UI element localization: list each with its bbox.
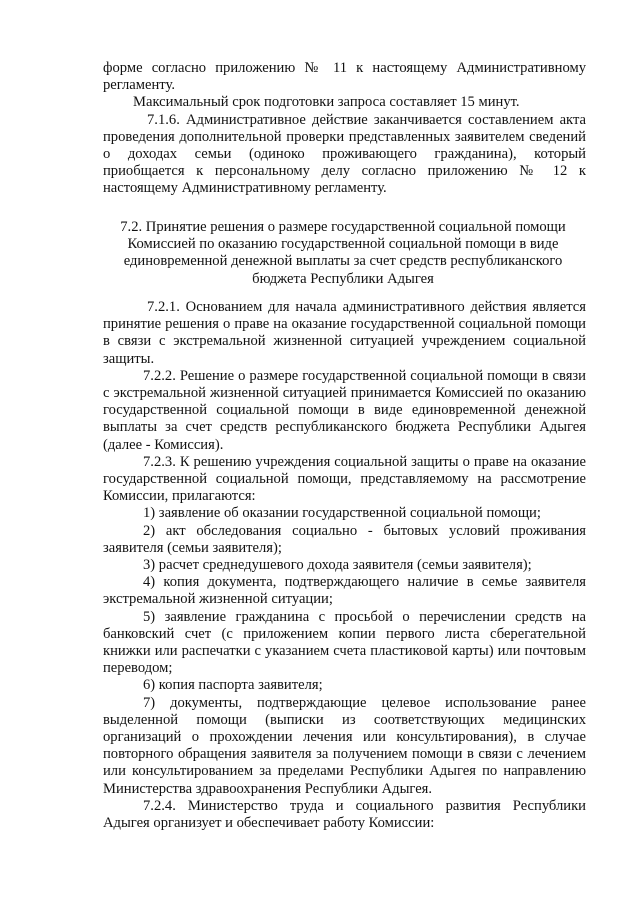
paragraph: 7.2.4. Министерство труда и социального развития Республики Адыгея организует и обеспечивает работу Комиссии: bbox=[103, 797, 586, 832]
paragraph: Максимальный срок подготовки запроса составляет 15 минут. bbox=[133, 94, 520, 111]
list-item: 5) заявление гражданина с просьбой о перечислении средств на банковский счет (с приложением копии первого листа сберегательной книжки или распечатки с указанием счета пластиковой карты) или почтовым переводом; bbox=[103, 608, 586, 677]
list-item: 3) расчет среднедушевого дохода заявителя (семьи заявителя); bbox=[143, 557, 532, 574]
paragraph: 7.1.6. Административное действие заканчивается составлением акта проведения дополнительной проверки представленных заявителем сведений о доходах семьи (одиноко проживающего гражданина), который приобщается к персональному делу согласно приложению № 12 к настоящему Административному регламенту. bbox=[103, 111, 586, 197]
paragraph: форме согласно приложению № 11 к настоящему Административному регламенту. bbox=[103, 60, 586, 94]
list-item: 4) копия документа, подтверждающего наличие в семье заявителя экстремальной жизненной ситуации; bbox=[103, 574, 586, 608]
paragraph: 7.2.1. Основанием для начала административного действия является принятие решения о праве на оказание государственной социальной помощи в связи с экстремальной жизненной ситуацией учреждением социальной защиты. bbox=[103, 299, 586, 367]
list-item: 6) копия паспорта заявителя; bbox=[143, 677, 323, 694]
paragraph: 7.2.3. К решению учреждения социальной защиты о праве на оказание государственной социальной помощи, представляемому на рассмотрение Комиссии, прилагаются: bbox=[103, 453, 586, 505]
top-text-block bbox=[103, 60, 586, 198]
list-item: 2) акт обследования социально - бытовых условий проживания заявителя (семьи заявителя); bbox=[103, 522, 586, 556]
main-text-block bbox=[103, 299, 586, 832]
list-item: 7) документы, подтверждающие целевое использование ранее выделенной помощи (выписки из соответствующих медицинских организаций о прохождении лечения или консультирования), в случае повторного обращения заявителя за получением помощи в связи с лечением или консультированием за пределами Республики Адыгея по направлению Министерства здравоохранения Республики Адыгея. bbox=[103, 694, 586, 797]
paragraph: 7.2.2. Решение о размере государственной социальной помощи в связи с экстремальной жизненной ситуацией принимается Комиссией по оказанию государственной социальной помощи в виде единовременной денежной выплаты за счет средств республиканского бюджета Республики Адыгея (далее - Комиссия). bbox=[103, 367, 586, 453]
list-item: 1) заявление об оказании государственной социальной помощи; bbox=[143, 505, 541, 522]
section-heading: 7.2. Принятие решения о размере государственной социальной помощи Комиссией по оказанию государственной социальной помощи в виде единовременной денежной выплаты за счет средств республиканского бюджета Республики Адыгея bbox=[120, 219, 566, 287]
